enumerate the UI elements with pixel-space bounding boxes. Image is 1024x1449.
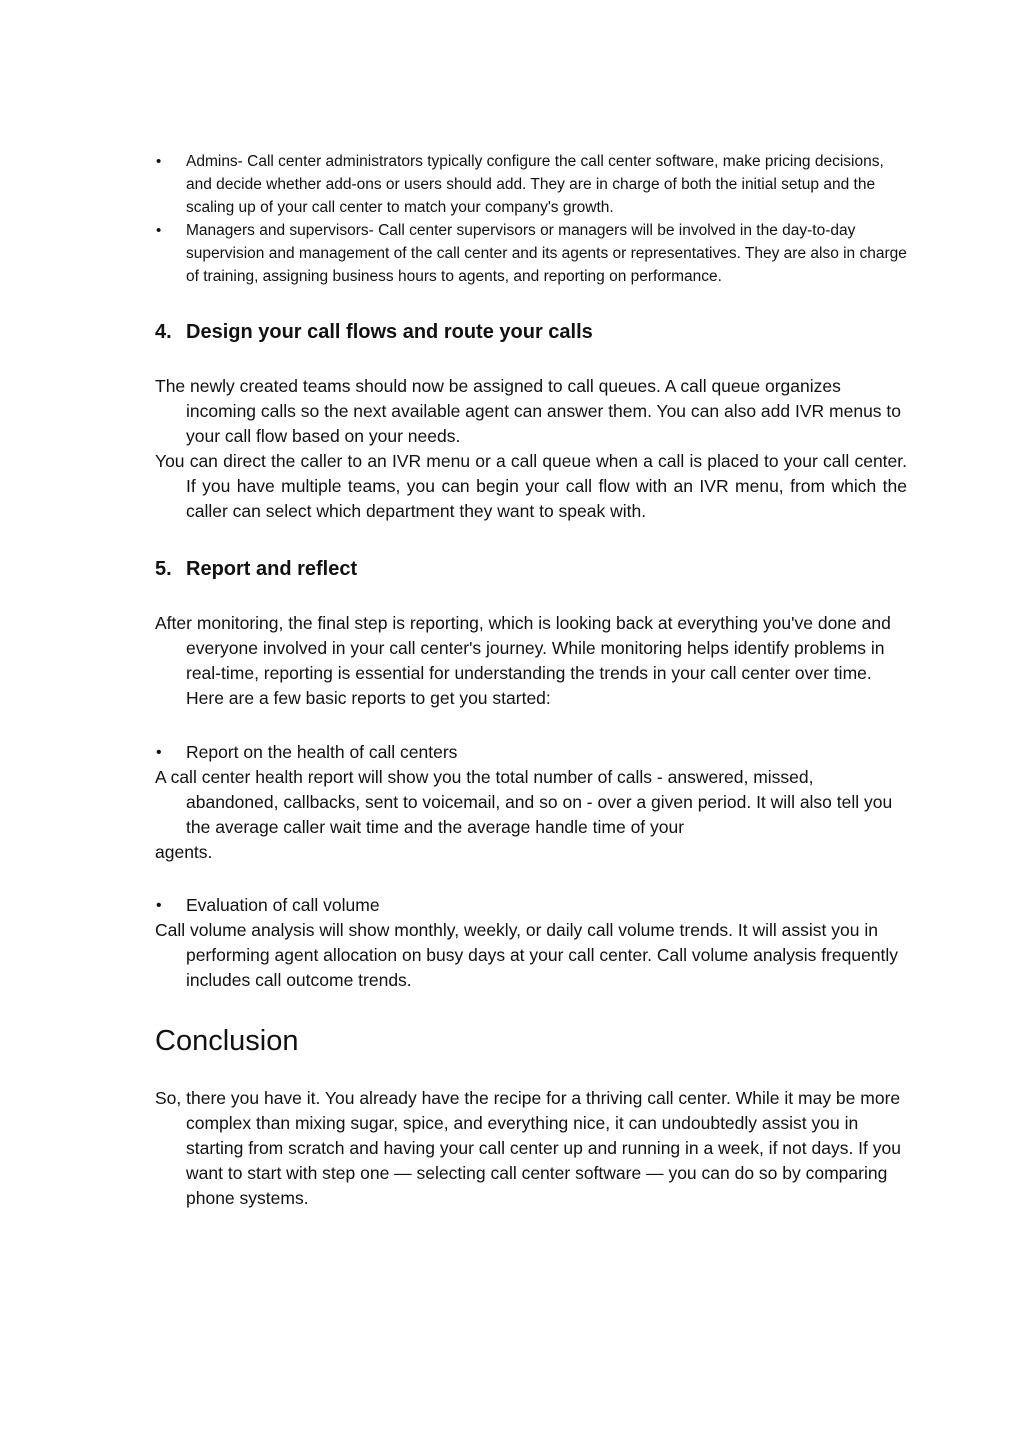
step-number: 5. [155,558,172,580]
list-item [155,150,907,219]
list-item [155,219,907,288]
report-title: Report on the health of call centers [186,742,458,762]
document-page [155,150,907,1211]
bullet-icon: • [156,222,162,239]
paragraph: The newly created teams should now be assigned to call queues. A call queue organizes incoming calls so the next available agent can answer them. You can also add IVR menus to your call flow based on your needs. [155,376,902,446]
step-number: 4. [155,321,172,343]
step-title: Design your call flows and route your calls [186,321,593,343]
paragraph: Call volume analysis will show monthly, weekly, or daily call volume trends. It will assist you in performing agent allocation on busy days at your call center. Call volume analysis frequently includes call outcome trends. [155,920,899,990]
paragraph: After monitoring, the final step is reporting, which is looking back at everything you've done and everyone involved in your call center's journey. While monitoring helps identify problems in real-time, reporting is essential for understanding the trends in your call center over time. Here are a few basic reports to get you started: [155,613,891,708]
paragraph: So, there you have it. You already have the recipe for a thriving call center. While it may be more complex than mixing sugar, spice, and everything nice, it can undoubtedly assist you in starting from scratch and having your call center up and running in a week, if not days. If you want to start with step one — selecting call center software — you can do so by comparing phone systems. [155,1088,901,1208]
bullet-icon: • [156,744,162,761]
paragraph: You can direct the caller to an IVR menu or a call queue when a call is placed to your call center. If you have multiple teams, you can begin your call flow with an IVR menu, from which the caller can select which department they want to speak with. [155,451,907,521]
bullet-icon: • [156,153,162,170]
report-volume-item [155,893,907,918]
roles-list [155,150,907,288]
step-4-heading [155,319,907,345]
admins-item-text: Admins- Call center administrators typically configure the call center software, make pricing decisions, and decide whether add-ons or users should add. They are in charge of both the initial setup and the scaling up of your call center to match your company's growth. [186,153,884,216]
step-title: Report and reflect [186,558,358,580]
step-5-heading [155,556,907,582]
paragraph: A call center health report will show you the total number of calls - answered, missed, abandoned, callbacks, sent to voicemail, and so on - over a given period. It will also tell you the average caller wait time and the average handle time of your [155,767,893,837]
managers-item-text: Managers and supervisors- Call center supervisors or managers will be involved in the day-to-day supervision and management of the call center and its agents or representatives. They are also in charge of training, assigning business hours to agents, and reporting on performance. [186,222,907,285]
report-title: Evaluation of call volume [186,895,380,915]
paragraph: agents. [155,842,213,862]
report-health-item [155,740,907,765]
bullet-icon: • [156,897,162,914]
conclusion-heading: Conclusion [155,1025,299,1057]
